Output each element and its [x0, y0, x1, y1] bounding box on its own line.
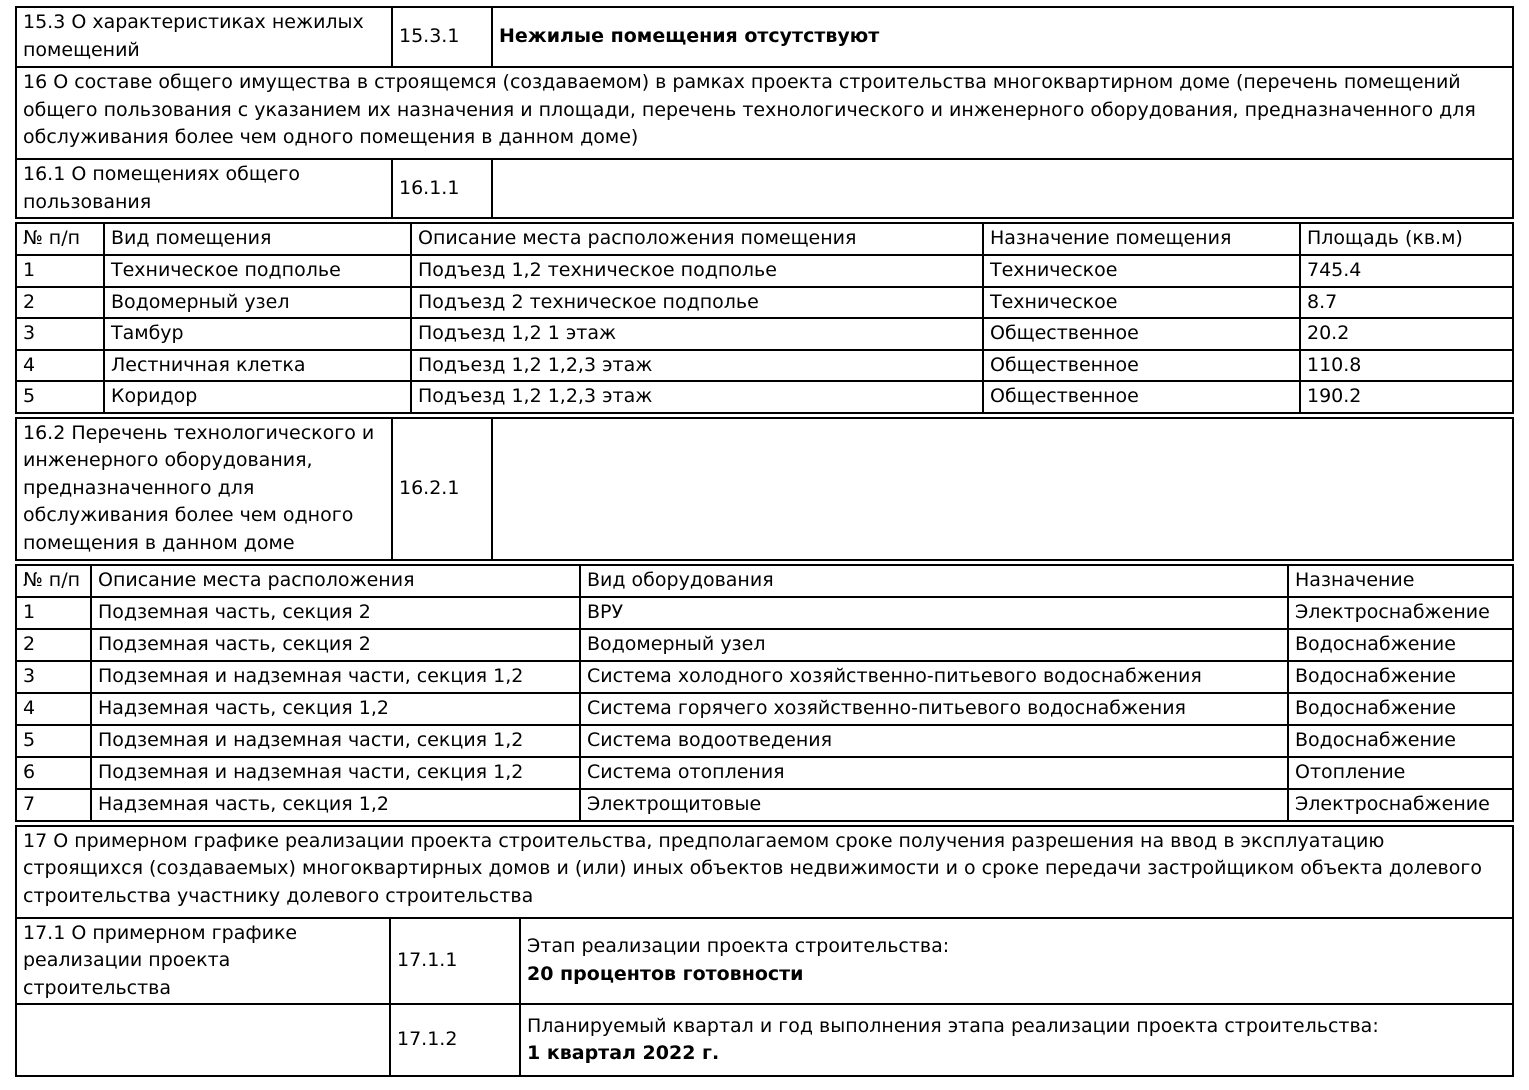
- table-header-row: [16, 223, 1513, 255]
- table-cell: Подземная и надземная части, секция 1,2: [91, 725, 580, 757]
- table-cell: ВРУ: [580, 597, 1288, 629]
- table-cell: Водомерный узел: [580, 629, 1288, 661]
- value-caption: Планируемый квартал и год выполнения этапа реализации проекта строительства:: [527, 1014, 1379, 1037]
- table-row: [16, 757, 1513, 789]
- table-cell: Система холодного хозяйственно-питьевого водоснабжения: [580, 661, 1288, 693]
- table-row: [16, 7, 1513, 67]
- table-cell: Подъезд 2 техническое подполье: [411, 287, 983, 319]
- table-cell: Водомерный узел: [104, 287, 411, 319]
- table-cell: Отопление: [1288, 757, 1513, 789]
- table-cell: 6: [16, 757, 91, 789]
- table-row: [16, 918, 1513, 1005]
- table-cell: Техническое: [983, 287, 1300, 319]
- value-text: 20 процентов готовности: [527, 962, 804, 985]
- table-cell: Тамбур: [104, 318, 411, 350]
- table-cell: Электрощитовые: [580, 789, 1288, 821]
- table-cell: 3: [16, 318, 104, 350]
- table-cell: 7: [16, 789, 91, 821]
- table-cell: Общественное: [983, 350, 1300, 382]
- column-header: Вид помещения: [104, 223, 411, 255]
- table-cell: Электроснабжение: [1288, 597, 1513, 629]
- table-cell: 2: [16, 629, 91, 661]
- equipment-table: [15, 564, 1514, 822]
- table-cell: Подъезд 1,2 1,2,3 этаж: [411, 381, 983, 413]
- table-cell: Надземная часть, секция 1,2: [91, 693, 580, 725]
- table-row: [16, 725, 1513, 757]
- column-header: № п/п: [16, 565, 91, 597]
- column-header: Площадь (кв.м): [1300, 223, 1513, 255]
- table-row: [16, 693, 1513, 725]
- table-cell: Водоснабжение: [1288, 661, 1513, 693]
- value-text: 1 квартал 2022 г.: [527, 1042, 720, 1065]
- section-code: 16.2.1: [392, 418, 492, 560]
- table-row: [16, 159, 1513, 218]
- table-cell: 190.2: [1300, 381, 1513, 413]
- table-row: [16, 661, 1513, 693]
- table-cell: 110.8: [1300, 350, 1513, 382]
- table-cell: 1: [16, 597, 91, 629]
- table-row: [16, 789, 1513, 821]
- table-row: [16, 418, 1513, 560]
- column-header: № п/п: [16, 223, 104, 255]
- table-row: [16, 381, 1513, 413]
- section-code: 15.3.1: [392, 7, 492, 67]
- table-cell: 1: [16, 255, 104, 287]
- column-header: Вид оборудования: [580, 565, 1288, 597]
- section-16-2-block: [15, 417, 1514, 561]
- column-header: Назначение: [1288, 565, 1513, 597]
- table-cell: Система водоотведения: [580, 725, 1288, 757]
- empty-cell: [492, 159, 1513, 218]
- section-16-heading: 16 О составе общего имущества в строящемся (создаваемом) в рамках проекта строительства многоквартирном доме (перечень помещений общего пользования с указанием их назначения и площади, перечень технологического и инженерного оборудования, предназначенного для обслуживания более чем одного помещения в данном доме): [16, 67, 1513, 159]
- section-15-3-block: [15, 6, 1514, 219]
- table-row: [16, 629, 1513, 661]
- table-cell: Техническое: [983, 255, 1300, 287]
- section-value: Нежилые помещения отсутствуют: [492, 7, 1513, 67]
- section-value-cell: [520, 1004, 1513, 1076]
- column-header: Описание места расположения: [91, 565, 580, 597]
- table-cell: Подъезд 1,2 1 этаж: [411, 318, 983, 350]
- section-label: 16.1 О помещениях общего пользования: [16, 159, 392, 218]
- table-cell: Подъезд 1,2 1,2,3 этаж: [411, 350, 983, 382]
- table-row: [16, 287, 1513, 319]
- table-cell: 4: [16, 693, 91, 725]
- section-code: 17.1.1: [390, 918, 520, 1005]
- table-cell: Техническое подполье: [104, 255, 411, 287]
- table-row: [16, 350, 1513, 382]
- section-17-block: [15, 825, 1514, 1078]
- value-caption: Этап реализации проекта строительства:: [527, 935, 950, 958]
- empty-cell: [16, 1004, 390, 1076]
- table-cell: Водоснабжение: [1288, 629, 1513, 661]
- table-cell: Коридор: [104, 381, 411, 413]
- table-cell: 5: [16, 381, 104, 413]
- table-cell: 3: [16, 661, 91, 693]
- table-row: [16, 597, 1513, 629]
- table-cell: 4: [16, 350, 104, 382]
- table-cell: Подземная и надземная части, секция 1,2: [91, 757, 580, 789]
- section-17-heading: 17 О примерном графике реализации проекта строительства, предполагаемом сроке получения разрешения на ввод в эксплуатацию строящихся (создаваемых) многоквартирных домов и (или) иных объектов недвижимости и о сроке передачи застройщиком объекта долевого строительства участнику долевого строительства: [16, 826, 1513, 918]
- table-header-row: [16, 565, 1513, 597]
- column-header: Назначение помещения: [983, 223, 1300, 255]
- table-cell: 2: [16, 287, 104, 319]
- table-cell: Лестничная клетка: [104, 350, 411, 382]
- table-cell: Подземная и надземная части, секция 1,2: [91, 661, 580, 693]
- table-cell: 745.4: [1300, 255, 1513, 287]
- section-label: 16.2 Перечень технологического и инженерного оборудования, предназначенного для обслуживания более чем одного помещения в данном доме: [16, 418, 392, 560]
- table-cell: Электроснабжение: [1288, 789, 1513, 821]
- table-cell: Подъезд 1,2 техническое подполье: [411, 255, 983, 287]
- section-code: 16.1.1: [392, 159, 492, 218]
- table-row: [16, 318, 1513, 350]
- section-value-cell: [520, 918, 1513, 1005]
- table-row: [16, 826, 1513, 918]
- table-cell: Надземная часть, секция 1,2: [91, 789, 580, 821]
- section-label: 15.3 О характеристиках нежилых помещений: [16, 7, 392, 67]
- table-cell: Подземная часть, секция 2: [91, 629, 580, 661]
- table-cell: Система отопления: [580, 757, 1288, 789]
- section-code: 17.1.2: [390, 1004, 520, 1076]
- section-label: 17.1 О примерном графике реализации проекта строительства: [16, 918, 390, 1005]
- table-cell: 5: [16, 725, 91, 757]
- table-cell: Общественное: [983, 381, 1300, 413]
- table-cell: Система горячего хозяйственно-питьевого водоснабжения: [580, 693, 1288, 725]
- table-cell: Водоснабжение: [1288, 693, 1513, 725]
- table-row: [16, 67, 1513, 159]
- empty-cell: [492, 418, 1513, 560]
- table-cell: 8.7: [1300, 287, 1513, 319]
- column-header: Описание места расположения помещения: [411, 223, 983, 255]
- table-cell: Подземная часть, секция 2: [91, 597, 580, 629]
- table-row: [16, 1004, 1513, 1076]
- table-cell: 20.2: [1300, 318, 1513, 350]
- table-cell: Водоснабжение: [1288, 725, 1513, 757]
- table-row: [16, 255, 1513, 287]
- rooms-table: [15, 222, 1514, 414]
- table-cell: Общественное: [983, 318, 1300, 350]
